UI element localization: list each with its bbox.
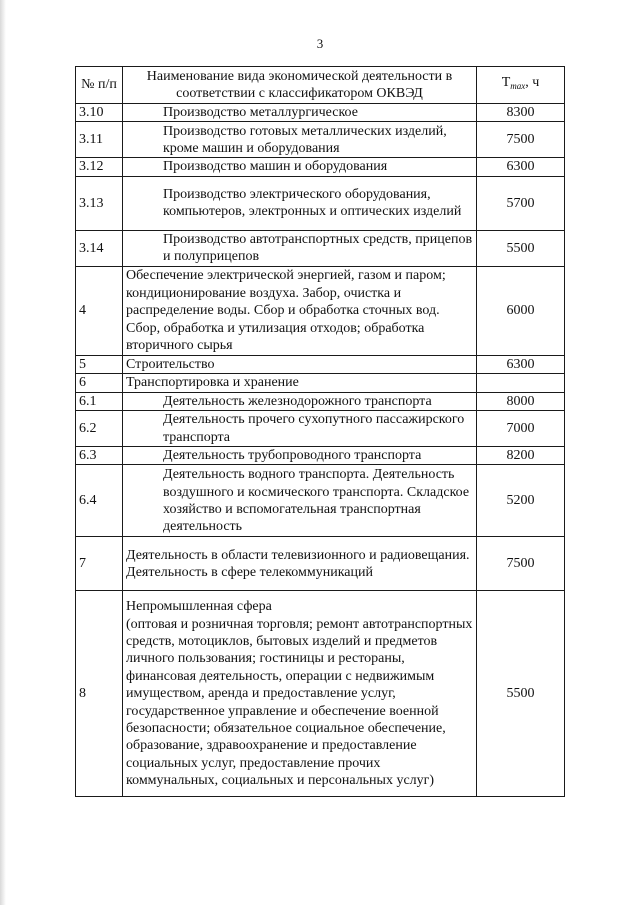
row-activity-name: Обеспечение электрической энергией, газом и паром; кондиционирование воздуха. Забор, очистка и распределение воды. Сбор и обработка сточных вод. Сбор, обработка и утилизация отходов; обработка вторичного сырья	[123, 266, 477, 355]
page-number: 3	[316, 36, 324, 51]
row-num: 8	[76, 591, 123, 797]
table-row	[76, 266, 565, 355]
row-tmax-value: 5700	[477, 176, 565, 230]
table-row	[76, 104, 565, 122]
row-num: 3.14	[76, 230, 123, 266]
row-tmax-value: 5200	[477, 465, 565, 537]
table-row	[76, 374, 565, 392]
row-num: 3.10	[76, 104, 123, 122]
row-activity-name: Производство готовых металлических изделий, кроме машин и оборудования	[123, 122, 477, 158]
row-tmax-value: 8000	[477, 392, 565, 410]
row-num: 6.1	[76, 392, 123, 410]
row-num: 5	[76, 355, 123, 373]
row-num: 6.3	[76, 447, 123, 465]
row-activity-name: Деятельность прочего сухопутного пассажирского транспорта	[123, 411, 477, 447]
row-num: 7	[76, 537, 123, 591]
row-activity-name: Производство электрического оборудования, компьютеров, электронных и оптических изделий	[123, 176, 477, 230]
table-row	[76, 537, 565, 591]
row-num: 3.12	[76, 158, 123, 176]
table-row	[76, 230, 565, 266]
header-tmax-symbol: T	[501, 75, 511, 91]
row-tmax-value: 8300	[477, 104, 565, 122]
row-tmax-value: 7500	[477, 537, 565, 591]
activity-hours-table	[75, 66, 565, 797]
row-num: 4	[76, 266, 123, 355]
table-row	[76, 465, 565, 537]
table-row	[76, 176, 565, 230]
row-activity-name: Деятельность трубопроводного транспорта	[123, 447, 477, 465]
row-activity-name: Производство машин и оборудования	[123, 158, 477, 176]
row-num: 3.13	[76, 176, 123, 230]
row-tmax-value: 5500	[477, 230, 565, 266]
row-activity-name: Непромышленная сфера (оптовая и розничная торговля; ремонт автотранспортных средств, мотоциклов, бытовых изделий и предметов личного пользования; гостиницы и рестораны, финансовая деятельность, операции с недвижимым имуществом, аренда и предоставление услуг, государственное управление и обеспечение военной безопасности; обязательное социальное обеспечение, образование, здравоохранение и предоставление социальных услуг, предоставление прочих коммунальных, социальных и персональных услуг)	[123, 591, 477, 797]
row-tmax-value: 7000	[477, 411, 565, 447]
scan-edge-shadow	[0, 0, 6, 905]
row-num: 6	[76, 374, 123, 392]
row-tmax-value: 6300	[477, 355, 565, 373]
row-tmax-value: 6000	[477, 266, 565, 355]
row-num: 6.4	[76, 465, 123, 537]
table-header-row	[76, 67, 565, 104]
header-tmax	[477, 67, 565, 104]
table-row	[76, 447, 565, 465]
row-num: 3.11	[76, 122, 123, 158]
table-row	[76, 411, 565, 447]
row-num: 6.2	[76, 411, 123, 447]
row-tmax-value	[477, 374, 565, 392]
row-tmax-value: 7500	[477, 122, 565, 158]
row-activity-name: Деятельность водного транспорта. Деятельность воздушного и космического транспорта. Складское хозяйство и вспомогательная транспортная деятельность	[123, 465, 477, 537]
row-tmax-value: 8200	[477, 447, 565, 465]
table-row	[76, 158, 565, 176]
table-row	[76, 392, 565, 410]
row-activity-name: Деятельность в области телевизионного и радиовещания. Деятельность в сфере телекоммуникаций	[123, 537, 477, 591]
header-tmax-unit: , ч	[525, 75, 540, 91]
row-activity-name: Производство автотранспортных средств, прицепов и полуприцепов	[123, 230, 477, 266]
row-activity-name: Деятельность железнодорожного транспорта	[123, 392, 477, 410]
row-activity-name: Производство металлургическое	[123, 104, 477, 122]
table-row	[76, 122, 565, 158]
header-num: № п/п	[76, 67, 123, 104]
table-row	[76, 355, 565, 373]
row-tmax-value: 6300	[477, 158, 565, 176]
row-activity-name: Транспортировка и хранение	[123, 374, 477, 392]
row-activity-name: Строительство	[123, 355, 477, 373]
header-activity-name: Наименование вида экономической деятельности в соответствии с классификатором ОКВЭД	[123, 67, 477, 104]
header-tmax-subscript: max	[510, 81, 526, 92]
row-tmax-value: 5500	[477, 591, 565, 797]
table-row	[76, 591, 565, 797]
